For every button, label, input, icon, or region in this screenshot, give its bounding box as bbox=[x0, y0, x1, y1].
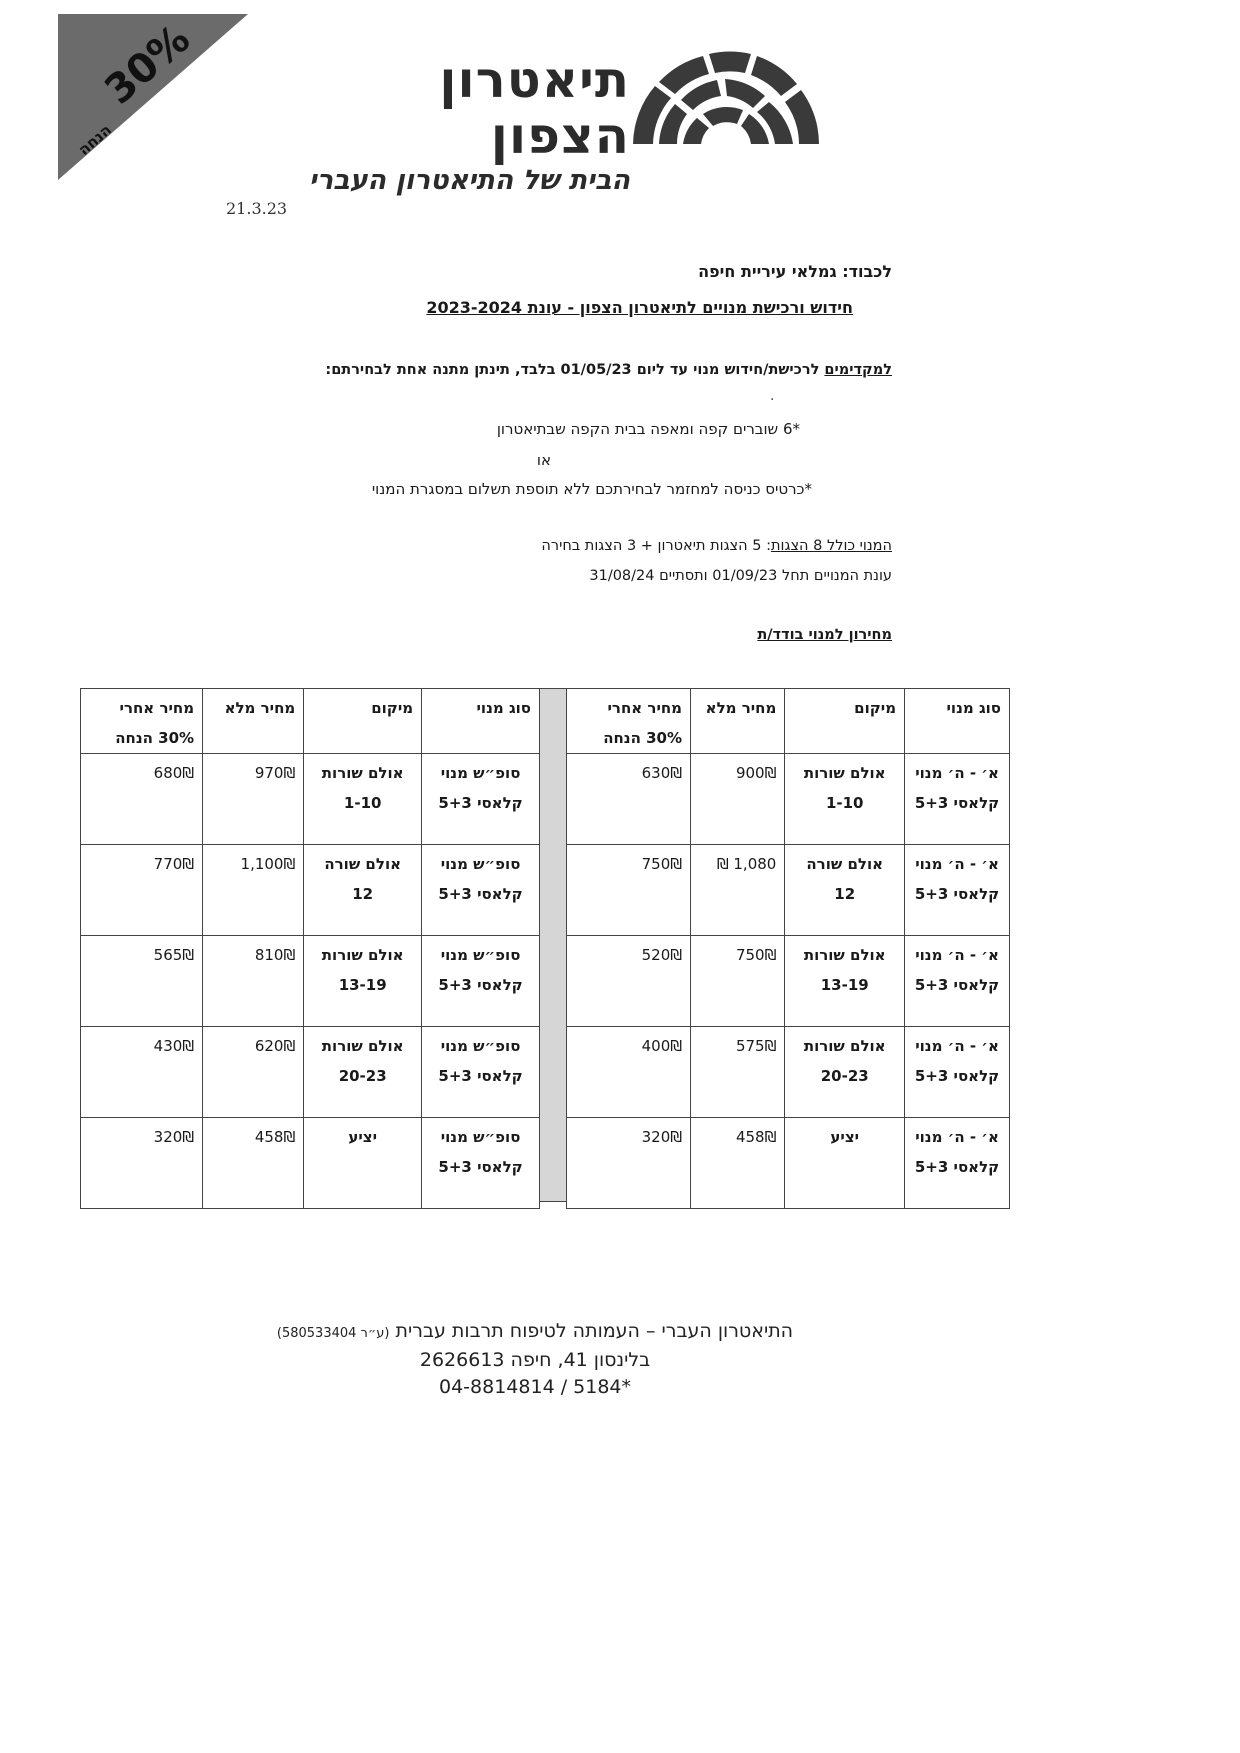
cell-location: אולם שורות 13-19 bbox=[304, 936, 422, 1027]
discount-corner-badge bbox=[58, 14, 248, 180]
cell-full-price: 458₪ bbox=[203, 1118, 304, 1209]
cell-location: אולם שורות 20-23 bbox=[785, 1027, 905, 1118]
cell-location: אולם שורות 1-10 bbox=[785, 754, 905, 845]
footer-org: התיאטרון העברי – העמותה לטיפוח תרבות עברית bbox=[395, 1320, 794, 1342]
footer-phone: *5184 / 04-8814814 bbox=[439, 1376, 631, 1398]
logo-subtitle: הבית של התיאטרון העברי bbox=[308, 165, 630, 196]
table-divider-column bbox=[540, 688, 566, 1202]
cell-full-price: 810₪ bbox=[203, 936, 304, 1027]
table-row bbox=[81, 754, 540, 845]
cell-full-price: 1,100₪ bbox=[203, 845, 304, 936]
header-discount-price: מחיר אחרי 30% הנחה bbox=[81, 689, 203, 754]
header-full-price: מחיר מלא bbox=[203, 689, 304, 754]
cell-discount-price: 565₪ bbox=[81, 936, 203, 1027]
cell-type: א׳ - ה׳ מנוי קלאסי 5+3 bbox=[905, 754, 1010, 845]
cell-type: סופ״ש מנוי קלאסי 5+3 bbox=[422, 936, 540, 1027]
cell-location: אולם שורה 12 bbox=[304, 845, 422, 936]
cell-full-price: 458₪ bbox=[691, 1118, 785, 1209]
letter-date: 21.3.23 bbox=[226, 199, 288, 218]
stray-dot: . bbox=[770, 388, 775, 404]
header-discount-price: מחיר אחרי 30% הנחה bbox=[567, 689, 691, 754]
cell-discount-price: 680₪ bbox=[81, 754, 203, 845]
cell-type: סופ״ש מנוי קלאסי 5+3 bbox=[422, 1027, 540, 1118]
cell-type: א׳ - ה׳ מנוי קלאסי 5+3 bbox=[905, 936, 1010, 1027]
cell-full-price: 620₪ bbox=[203, 1027, 304, 1118]
cell-discount-price: 320₪ bbox=[567, 1118, 691, 1209]
cell-type: א׳ - ה׳ מנוי קלאסי 5+3 bbox=[905, 845, 1010, 936]
logo-text bbox=[290, 52, 630, 198]
pricelist-title: מחירון למנוי בודד/ת bbox=[757, 627, 892, 643]
header-location: מיקום bbox=[304, 689, 422, 754]
cell-full-price: 1,080 ₪ bbox=[691, 845, 785, 936]
table-header-row bbox=[567, 689, 1010, 754]
cell-location: יציע bbox=[785, 1118, 905, 1209]
cell-type: סופ״ש מנוי קלאסי 5+3 bbox=[422, 845, 540, 936]
gift-option-musical: *כרטיס כניסה למחזמר לבחירתכם ללא תוספת תשלום במסגרת המנוי bbox=[371, 480, 812, 498]
cell-discount-price: 770₪ bbox=[81, 845, 203, 936]
cell-location: אולם שורות 13-19 bbox=[785, 936, 905, 1027]
cell-full-price: 900₪ bbox=[691, 754, 785, 845]
subscription-includes bbox=[541, 538, 892, 554]
or-separator: או bbox=[536, 451, 551, 469]
cell-location: אולם שורה 12 bbox=[785, 845, 905, 936]
table-row bbox=[567, 754, 1010, 845]
table-row bbox=[567, 1118, 1010, 1209]
header-type: סוג מנוי bbox=[422, 689, 540, 754]
cell-type: א׳ - ה׳ מנוי קלאסי 5+3 bbox=[905, 1118, 1010, 1209]
table-row bbox=[567, 1027, 1010, 1118]
addressee: לכבוד: גמלאי עיריית חיפה bbox=[698, 262, 892, 281]
cell-discount-price: 400₪ bbox=[567, 1027, 691, 1118]
season-dates: עונת המנויים תחל 01/09/23 ותסתיים 31/08/24 bbox=[589, 568, 892, 584]
table-row bbox=[81, 845, 540, 936]
cell-type: סופ״ש מנוי קלאסי 5+3 bbox=[422, 1118, 540, 1209]
price-table-weekday bbox=[566, 688, 1010, 1209]
logo-title: תיאטרון הצפון bbox=[439, 51, 630, 165]
table-row bbox=[81, 1118, 540, 1209]
cell-discount-price: 430₪ bbox=[81, 1027, 203, 1118]
badge-percent: 30% bbox=[96, 16, 199, 114]
cell-location: אולם שורות 1-10 bbox=[304, 754, 422, 845]
footer-registration: (ע״ר 580533404) bbox=[276, 1326, 390, 1341]
badge-label: הנחה bbox=[74, 120, 116, 160]
cell-full-price: 750₪ bbox=[691, 936, 785, 1027]
price-table-weekend bbox=[80, 688, 540, 1209]
cell-full-price: 970₪ bbox=[203, 754, 304, 845]
footer bbox=[250, 1318, 820, 1401]
cell-full-price: 575₪ bbox=[691, 1027, 785, 1118]
table-row bbox=[567, 936, 1010, 1027]
cell-type: א׳ - ה׳ מנוי קלאסי 5+3 bbox=[905, 1027, 1010, 1118]
subject-line: חידוש ורכישת מנויים לתיאטרון הצפון - עונת 2023-2024 bbox=[426, 298, 853, 317]
cell-location: יציע bbox=[304, 1118, 422, 1209]
cell-type: סופ״ש מנוי קלאסי 5+3 bbox=[422, 754, 540, 845]
cell-location: אולם שורות 20-23 bbox=[304, 1027, 422, 1118]
table-row bbox=[567, 845, 1010, 936]
table-header-row bbox=[81, 689, 540, 754]
early-bird-label: למקדימים bbox=[824, 362, 892, 378]
footer-org-line bbox=[250, 1318, 820, 1347]
footer-address: בלינסון 41, חיפה 2626613 bbox=[419, 1349, 651, 1371]
theatre-seats-logo-icon bbox=[625, 44, 825, 148]
header-location: מיקום bbox=[785, 689, 905, 754]
cell-discount-price: 320₪ bbox=[81, 1118, 203, 1209]
header-type: סוג מנוי bbox=[905, 689, 1010, 754]
header-full-price: מחיר מלא bbox=[691, 689, 785, 754]
includes-label: המנוי כולל 8 הצגות bbox=[770, 538, 892, 554]
cell-discount-price: 750₪ bbox=[567, 845, 691, 936]
early-bird-offer bbox=[325, 362, 892, 378]
early-bird-text: לרכישת/חידוש מנוי עד ליום 01/05/23 בלבד, תינתן מתנה אחת לבחירתם: bbox=[325, 362, 825, 378]
gift-option-coffee: *6 שוברים קפה ומאפה בבית הקפה שבתיאטרון bbox=[496, 420, 800, 438]
cell-discount-price: 520₪ bbox=[567, 936, 691, 1027]
includes-text: : 5 הצגות תיאטרון + 3 הצגות בחירה bbox=[541, 538, 771, 554]
table-row bbox=[81, 1027, 540, 1118]
table-row bbox=[81, 936, 540, 1027]
cell-discount-price: 630₪ bbox=[567, 754, 691, 845]
